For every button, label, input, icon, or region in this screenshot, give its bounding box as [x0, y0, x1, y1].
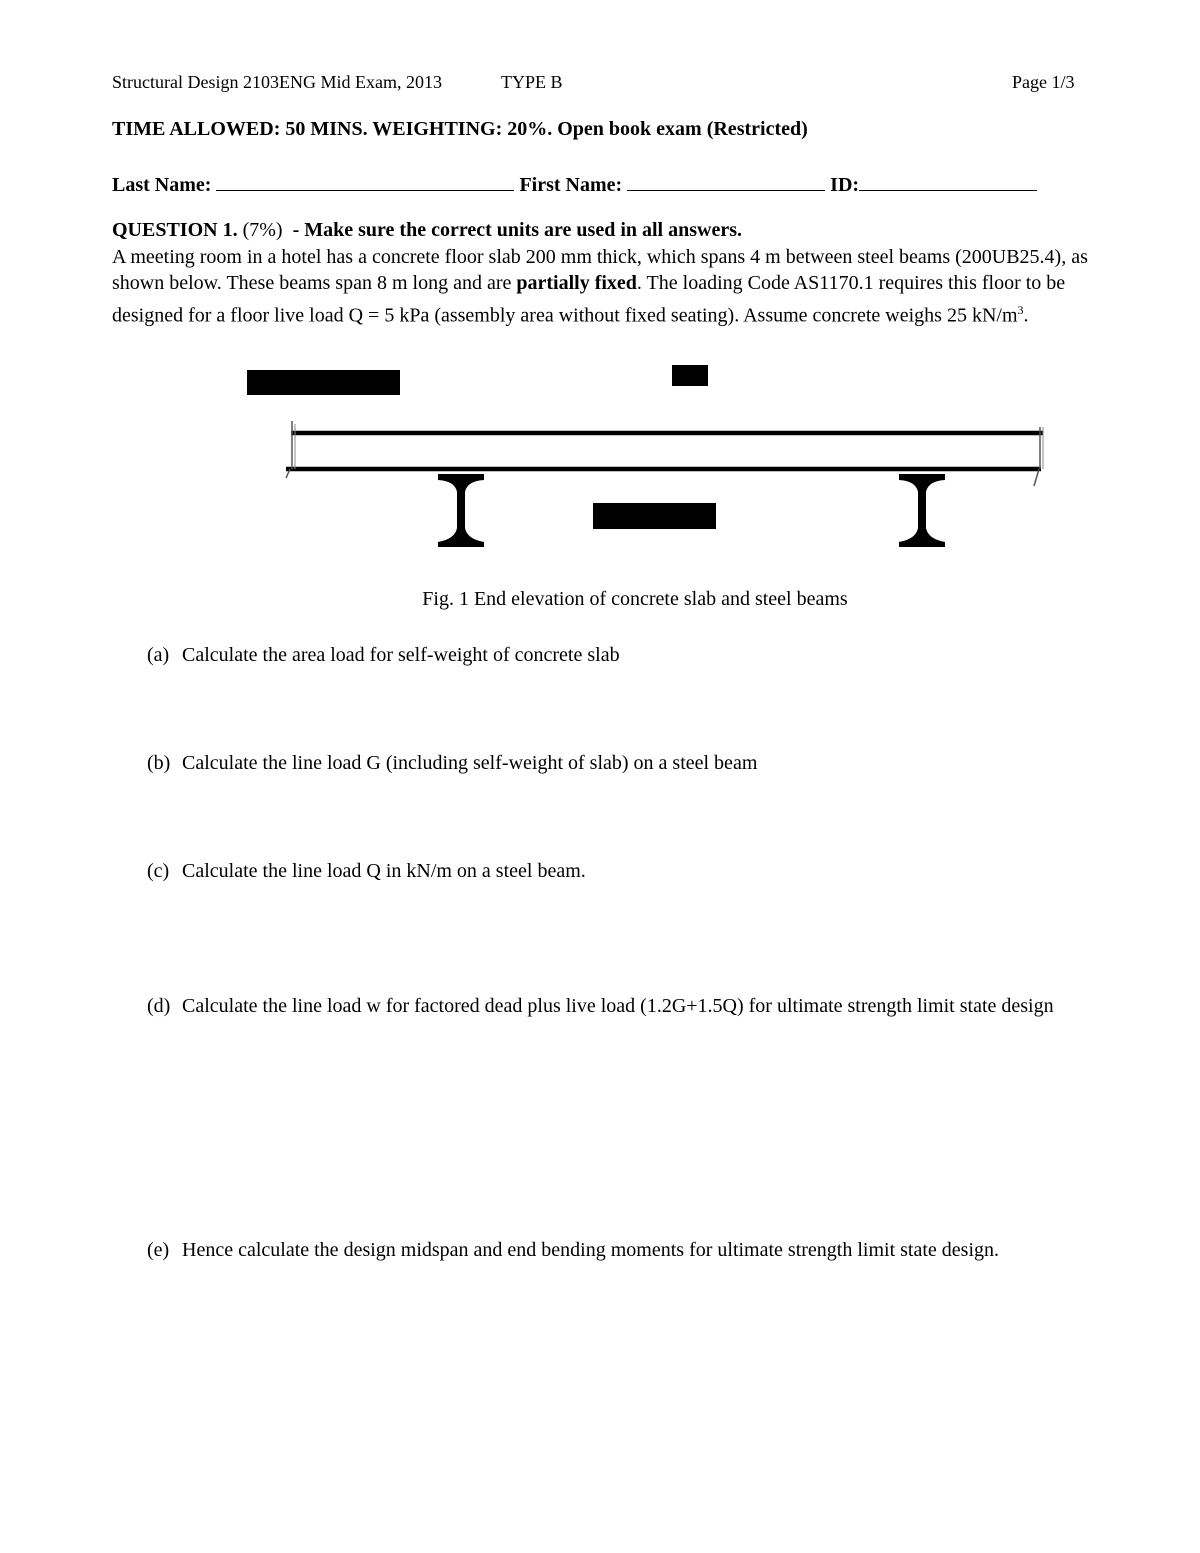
slab-beam-figure — [0, 355, 1200, 555]
question-text-sup: 3 — [1017, 302, 1024, 317]
part-d — [147, 993, 1087, 1020]
part-b-label: (b) — [147, 752, 171, 774]
part-e-label: (e) — [147, 1239, 170, 1261]
id-blank[interactable] — [859, 172, 1037, 191]
part-b — [147, 750, 1087, 777]
question-text-2: . The loading Code AS1170.1 requires this floor to be designed for a floor live load Q = 5 kPa (assembly area without fixed seating). Assume concrete weighs 25 kN/m — [112, 272, 1066, 327]
part-c-label: (c) — [147, 860, 170, 882]
question-heading-line — [112, 217, 1102, 244]
header-page: Page 1/3 — [1012, 72, 1075, 92]
last-name-label: Last Name: — [112, 174, 212, 196]
part-d-label: (d) — [147, 995, 171, 1017]
id-label: ID: — [830, 174, 860, 196]
part-e-text: Hence calculate the design midspan and end bending moments for ultimate strength limit state design. — [182, 1239, 1000, 1261]
redaction-box-middle — [593, 503, 716, 529]
redaction-box-left — [247, 370, 400, 395]
part-c-text: Calculate the line load Q in kN/m on a steel beam. — [182, 860, 586, 882]
question-number: QUESTION 1. — [112, 219, 238, 241]
header-type: TYPE B — [501, 72, 563, 92]
question-dash: - — [292, 219, 300, 241]
question-text-end: . — [1023, 304, 1029, 327]
steel-beam-left — [438, 474, 484, 547]
figure-caption: Fig. 1 End elevation of concrete slab and steel beams — [422, 588, 848, 610]
part-b-text: Calculate the line load G (including self-weight of slab) on a steel beam — [182, 752, 758, 774]
question-text-bold: partially fixed — [516, 272, 637, 295]
redaction-box-top — [672, 365, 708, 386]
steel-beam-right — [899, 474, 945, 547]
part-d-text: Calculate the line load w for factored dead plus live load (1.2G+1.5Q) for ultimate strength limit state design — [182, 995, 1054, 1017]
question-weight: (7%) — [242, 219, 283, 241]
student-fields — [112, 172, 1037, 197]
part-a-label: (a) — [147, 644, 170, 666]
part-a-text: Calculate the area load for self-weight of concrete slab — [182, 644, 620, 666]
part-c — [147, 858, 1087, 885]
last-name-blank[interactable] — [216, 172, 514, 191]
first-name-blank[interactable] — [627, 172, 825, 191]
question-1 — [112, 217, 1102, 329]
exam-title: TIME ALLOWED: 50 MINS. WEIGHTING: 20%. Open book exam (Restricted) — [112, 118, 808, 140]
first-name-label: First Name: — [519, 174, 623, 196]
question-text-1: A meeting room in a hotel has a concrete floor slab 200 mm thick, which spans 4 m between steel beams (200UB25.4), as shown below. These beams span 8 m long and are — [112, 245, 1088, 295]
question-body — [112, 244, 1102, 329]
part-e — [147, 1237, 1087, 1264]
question-note: Make sure the correct units are used in all answers. — [304, 219, 742, 241]
header-course: Structural Design 2103ENG Mid Exam, 2013 — [112, 72, 442, 92]
part-a — [147, 642, 1087, 669]
